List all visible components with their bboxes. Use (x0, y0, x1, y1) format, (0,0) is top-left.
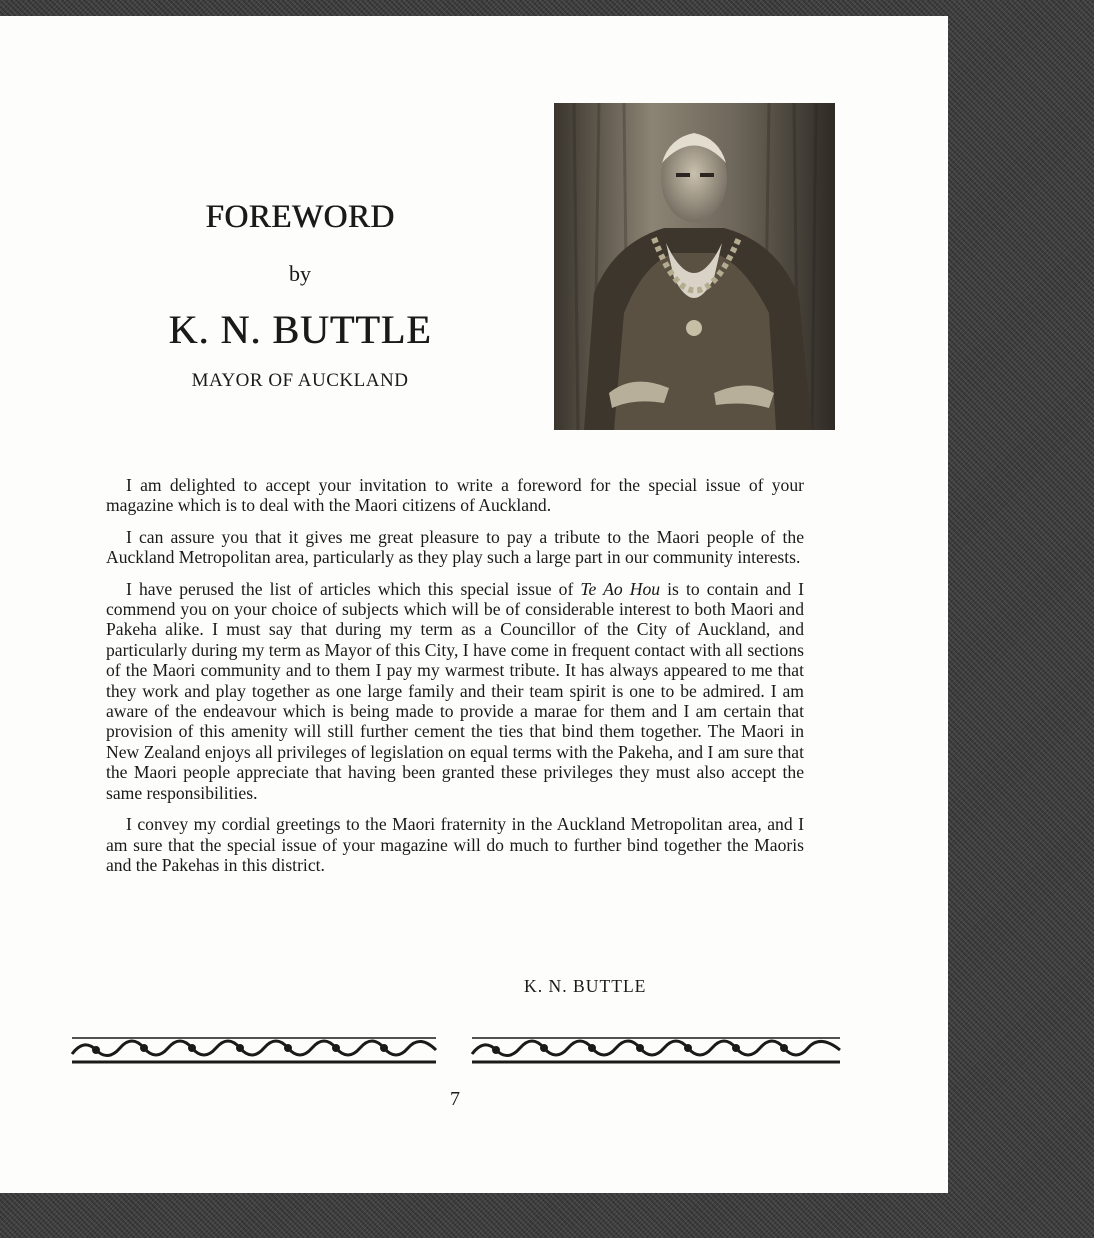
kowhaiwhai-border-right (470, 1028, 842, 1068)
signature: K. N. BUTTLE (524, 976, 647, 996)
paragraph: I am delighted to accept your invitation to write a foreword for the special issue of your magazine which is to deal with the Maori citizens of Auckland. (106, 475, 804, 516)
paragraph (106, 579, 804, 803)
author-name: K. N. BUTTLE (168, 307, 432, 352)
paragraph: I can assure you that it gives me great pleasure to pay a tribute to the Maori people of the Auckland Metropolitan area, particularly as they play such a large part in our community interests. (106, 526, 804, 568)
page-number: 7 (450, 1088, 460, 1110)
by-line: by (289, 261, 311, 286)
paragraph-text: I have perused the list of articles which this special issue of (126, 578, 581, 599)
document-page (0, 16, 948, 1193)
paragraph: I convey my cordial greetings to the Maori fraternity in the Auckland Metropolitan area, and I am sure that the special issue of your magazine will do much to further bind together the Maoris and the Pakehas in this district. (106, 814, 804, 875)
paragraph-text: is to contain and I commend you on your choice of subjects which will be of considerable interest to both Maori and Pakeha alike. I must say that during my term as a Councillor of the City of Auckland, and particularly during my term as Mayor of this City, I have come in frequent contact with all sections of the Maori community and to them I pay my warmest tribute. It has always appeared to me that they work and play together as one large family and their team spirit is one to be admired. I am aware of the endeavour which is being made to provide a marae for them and I am certain that provision of this amenity will still further cement the ties that bind them together. The Maori in New Zealand enjoys all privileges of legislation on equal terms with the Pakeha, and I am sure that the Maori people appreciate that having been granted these privileges they must also accept the same responsibilities. (106, 578, 804, 803)
foreword-body (106, 475, 804, 886)
magazine-title: Te Ao Hou (580, 578, 661, 599)
author-role: MAYOR OF AUCKLAND (191, 370, 409, 391)
page-title: FOREWORD (205, 199, 395, 235)
kowhaiwhai-border-left (70, 1028, 438, 1068)
portrait-photo (554, 103, 835, 430)
